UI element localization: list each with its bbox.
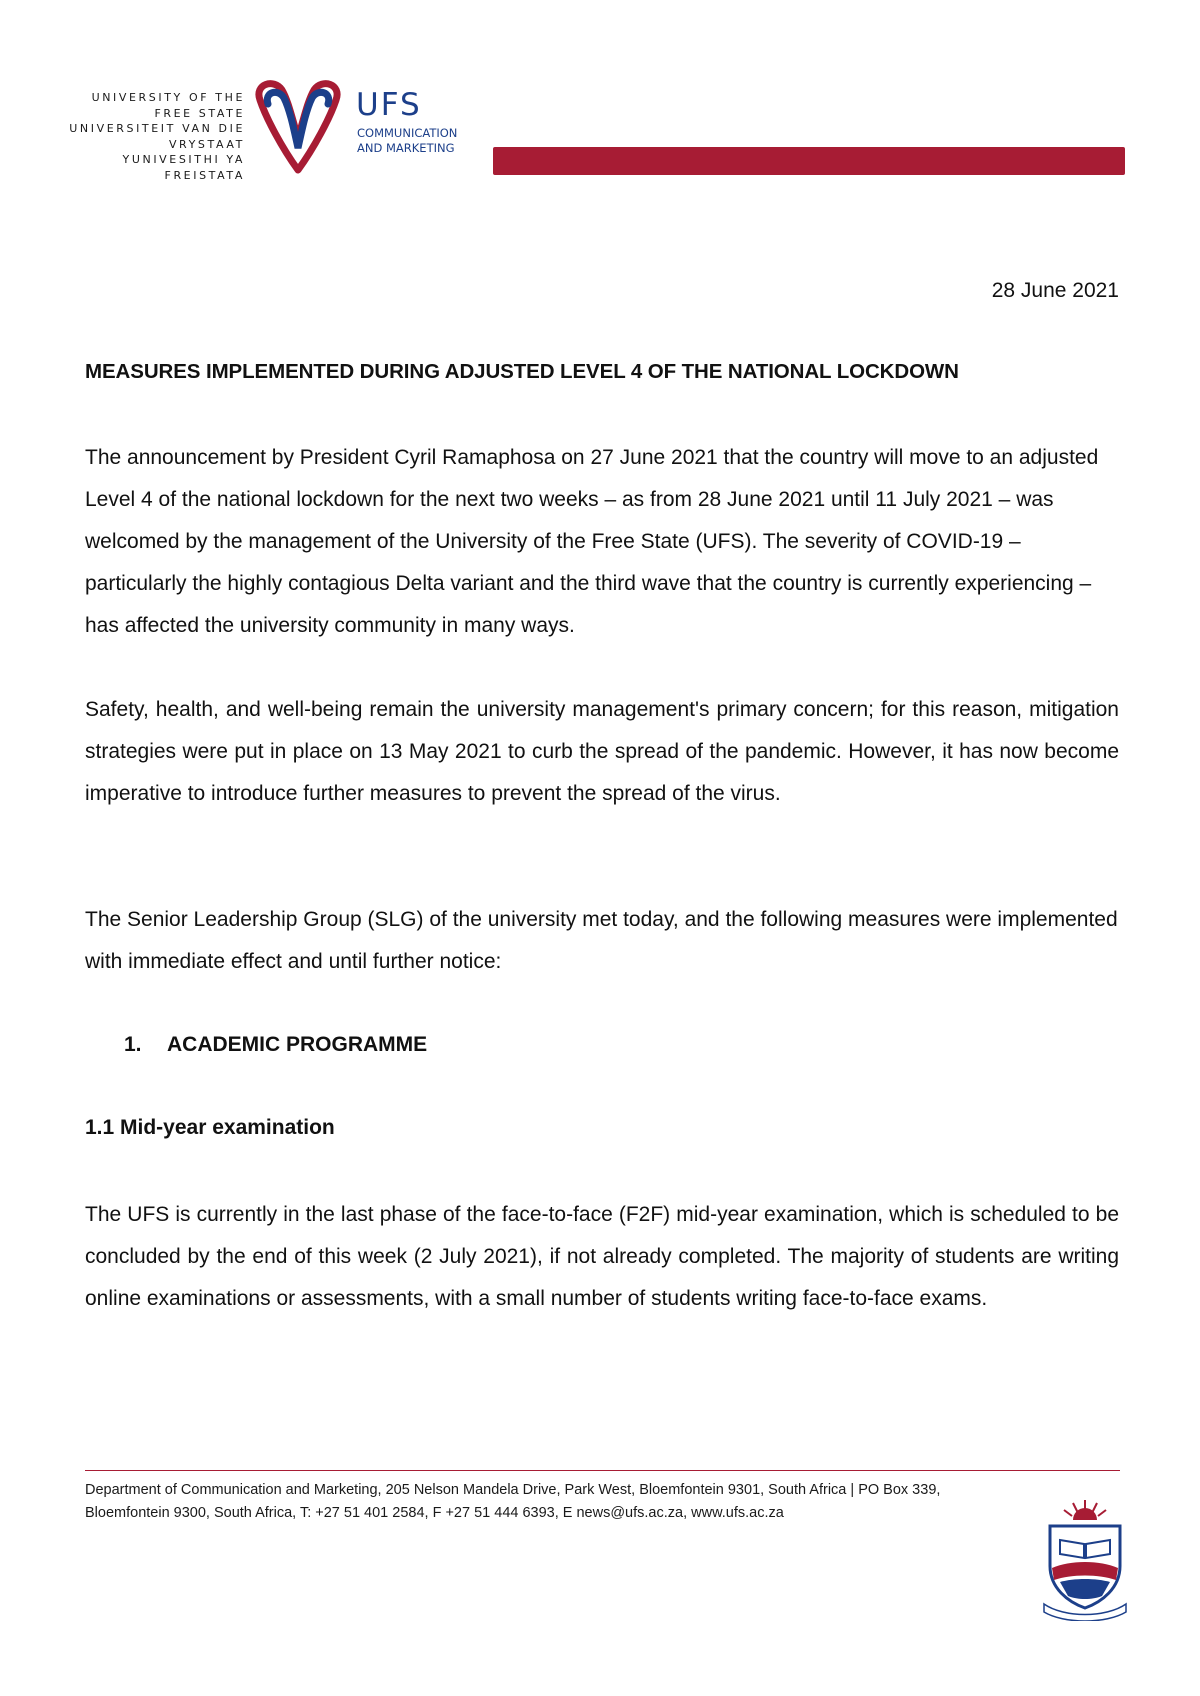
- document-title: MEASURES IMPLEMENTED DURING ADJUSTED LEVEL 4 OF THE NATIONAL LOCKDOWN: [85, 360, 959, 383]
- department-label-line: COMMUNICATION: [357, 126, 458, 140]
- university-names: [60, 90, 245, 184]
- subsection-title: 1.1 Mid-year examination: [85, 1116, 335, 1139]
- university-name-line: YUNIVESITHI YA: [122, 153, 245, 167]
- university-crest-icon: [1040, 1496, 1130, 1621]
- university-name-line: UNIVERSITEIT VAN DIE: [69, 122, 245, 136]
- section-number: 1.: [124, 1033, 142, 1056]
- university-name-line: UNIVERSITY OF THE: [91, 91, 245, 104]
- footer-line: Department of Communication and Marketing, 205 Nelson Mandela Drive, Park West, Bloemfontein 9301, South Africa | PO Box 339,: [85, 1482, 941, 1498]
- ufs-logo-text: UFS: [356, 87, 422, 123]
- university-name-line: FREISTATA: [164, 168, 245, 182]
- paragraph-slg: The Senior Leadership Group (SLG) of the university met today, and the following measures were implemented with immediate effect and until further notice:: [85, 908, 1118, 973]
- university-name-line: FREE STATE: [154, 106, 245, 120]
- department-label: [357, 126, 457, 156]
- section-title: ACADEMIC PROGRAMME: [167, 1033, 428, 1056]
- footer-contact: [85, 1479, 1065, 1525]
- footer-line: Bloemfontein 9300, South Africa, T: +27 51 401 2584, F +27 51 444 6393, E news@ufs.ac.za, www.ufs.ac.za: [85, 1505, 784, 1521]
- paragraph-safety: Safety, health, and well-being remain the university management's primary concern; for this reason, mitigation strategies were put in place on 13 May 2021 to curb the spread of the pandemic. However, it has now become imperative to introduce further measures to prevent the spread of the virus.: [85, 698, 1119, 805]
- footer-divider: [85, 1470, 1120, 1471]
- paragraph-announcement: The announcement by President Cyril Ramaphosa on 27 June 2021 that the country will move to an adjusted Level 4 of the national lockdown for the next two weeks – as from 28 June 2021 until 11 July 2021 – was welcomed by the management of the University of the Free State (UFS). The severity of COVID-19 – particularly the highly contagious Delta variant and the third wave that the country is currently experiencing – has affected the university community in many ways.: [85, 446, 1099, 637]
- document-date: 28 June 2021: [991, 279, 1119, 302]
- header-accent-bar: [493, 147, 1125, 175]
- paragraph-exams: The UFS is currently in the last phase of the face-to-face (F2F) mid-year examination, which is scheduled to be concluded by the end of this week (2 July 2021), if not already completed. The majority of students are writing online examinations or assessments, with a small number of students writing face-to-face exams.: [85, 1203, 1119, 1310]
- university-name-line: VRYSTAAT: [168, 137, 245, 151]
- department-label-line: AND MARKETING: [357, 141, 455, 155]
- ufs-logo-icon: [252, 78, 344, 178]
